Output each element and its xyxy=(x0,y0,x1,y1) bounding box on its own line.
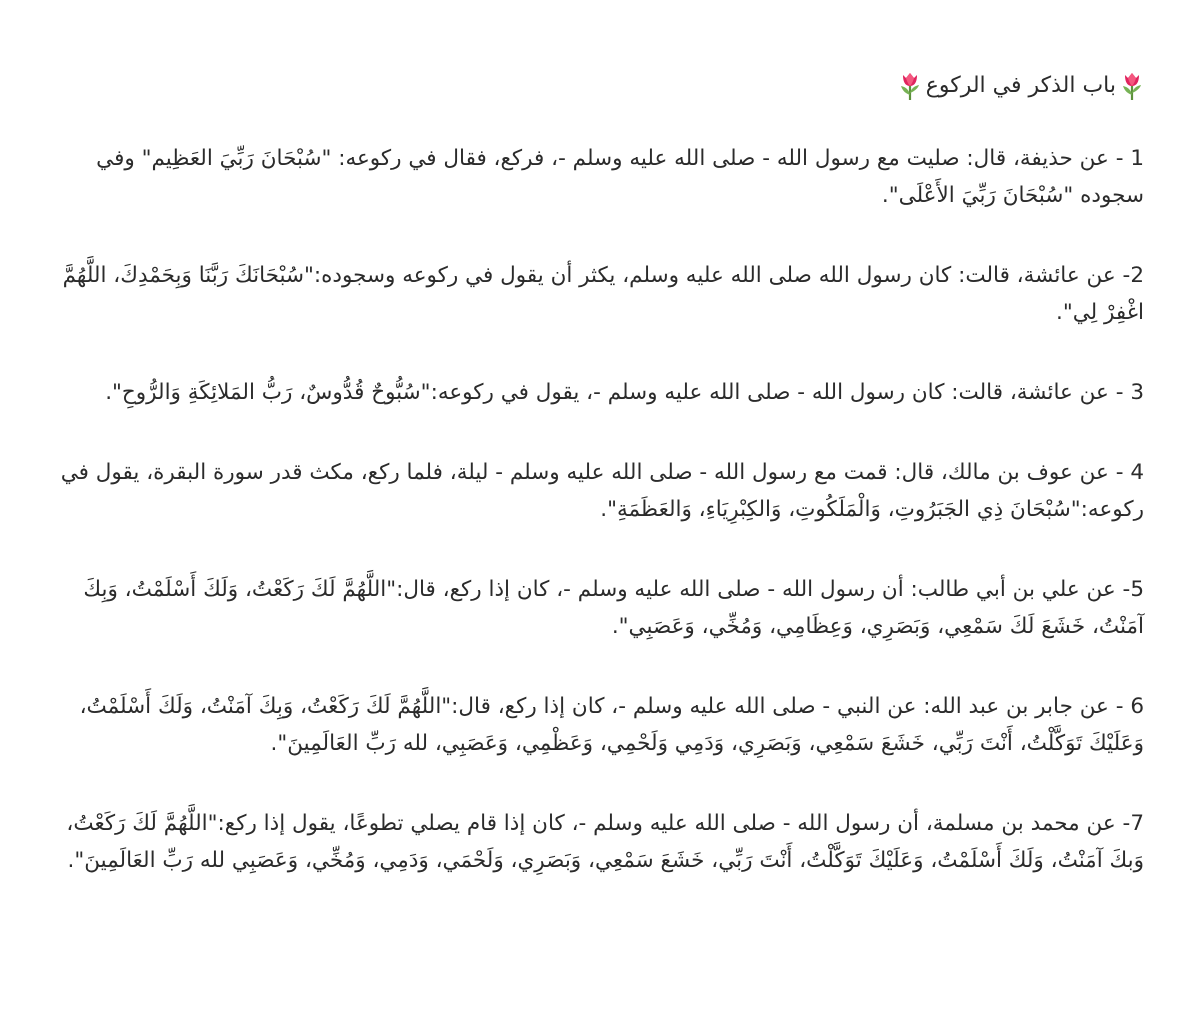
hadith-entry-1: 1 - عن حذيفة، قال: صليت مع رسول الله - صلى الله عليه وسلم -، فركع، فقال في ركوعه: "سُبْحَانَ رَبِّيَ العَظِيم" وفي سجوده "سُبْحَانَ رَبِّيَ الأَعْلَى". xyxy=(96,146,1144,208)
tulip-icon xyxy=(1120,71,1144,101)
hadith-entry-5: 5- عن علي بن أبي طالب: أن رسول الله - صلى الله عليه وسلم -، كان إذا ركع، قال:"اللَّهُمَّ لَكَ رَكَعْتُ، وَلَكَ أَسْلَمْتُ، وَبِكَ آمَنْتُ، خَشَعَ لَكَ سَمْعِي، وَبَصَرِي، وَعِظَامِي، وَمُخِّي، وَعَصَبِي". xyxy=(83,577,1144,639)
tulip-icon xyxy=(898,71,922,101)
heading-text: باب الذكر في الركوع xyxy=(925,73,1116,98)
hadith-entry-3: 3 - عن عائشة، قالت: كان رسول الله - صلى الله عليه وسلم -، يقول في ركوعه:"سُبُّوحٌ قُدُّوسٌ، رَبُّ المَلائِكَةِ وَالرُّوحِ". xyxy=(105,380,1144,405)
hadith-entry-4: 4 - عن عوف بن مالك، قال: قمت مع رسول الله - صلى الله عليه وسلم - ليلة، فلما ركع، مكث قدر سورة البقرة، يقول في ركوعه:"سُبْحَانَ ذِي الجَبَرُوتِ، وَالْمَلَكُوتِ، وَالكِبْرِيَاءِ، وَالعَظَمَةِ". xyxy=(60,460,1144,522)
hadith-entry-6: 6 - عن جابر بن عبد الله: عن النبي - صلى الله عليه وسلم -، كان إذا ركع، قال:"اللَّهُمَّ لَكَ رَكَعْتُ، وَبِكَ آمَنْتُ، وَلَكَ أَسْلَمْتُ، وَعَلَيْكَ تَوَكَّلْتُ، أَنْتَ رَبِّي، خَشَعَ سَمْعِي، وَبَصَرِي، وَدَمِي وَلَحْمِي، وَعَظْمِي، وَعَصَبِي، لله رَبِّ العَالَمِينَ". xyxy=(79,694,1144,756)
hadith-entry-7: 7- عن محمد بن مسلمة، أن رسول الله - صلى الله عليه وسلم -، كان إذا قام يصلي تطوعًا، يقول إذا ركع:"اللَّهُمَّ لَكَ رَكَعْتُ، وَبكَ آمَنْتُ، وَلَكَ أَسْلَمْتُ، وَعَلَيْكَ تَوَكَّلْتُ، أَنْتَ رَبِّي، خَشَعَ سَمْعِي، وَبَصَرِي، وَلَحْمَي، وَدَمِي، وَمُخِّي، وَعَصَبِي لله رَبِّ العَالَمِينَ". xyxy=(66,811,1144,873)
section-heading xyxy=(56,66,1144,106)
hadith-entry-2: 2- عن عائشة، قالت: كان رسول الله صلى الله عليه وسلم، يكثر أن يقول في ركوعه وسجوده:"سُبْحَانَكَ رَبَّنَا وَبِحَمْدِكَ، اللَّهُمَّ اغْفِرْ لِي". xyxy=(62,263,1144,325)
